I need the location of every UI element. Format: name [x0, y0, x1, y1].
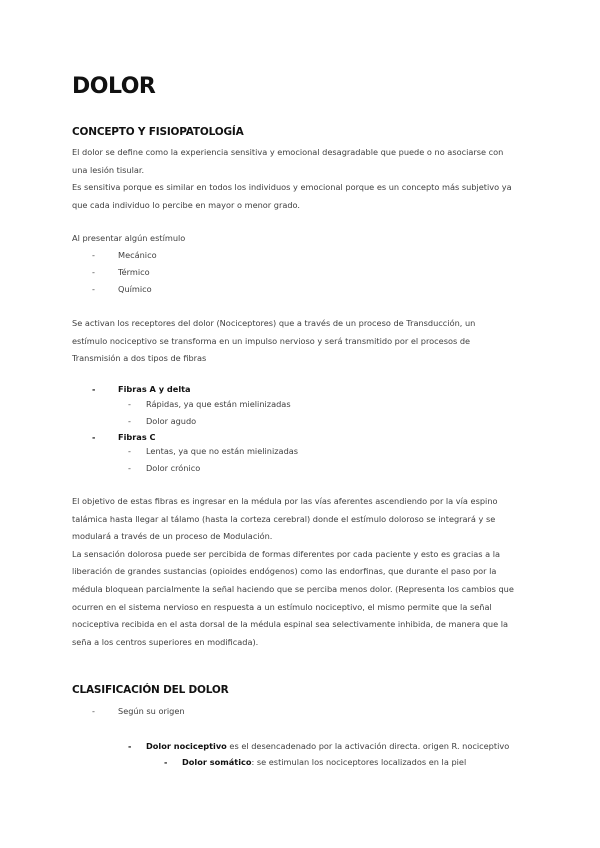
stimulus-intro: Al presentar algún estímulo — [72, 233, 186, 243]
list-item-text: Químico — [118, 284, 152, 294]
list-item-text: Térmico — [118, 267, 150, 277]
list-item: - Térmico — [92, 267, 150, 277]
objective-paragraph — [72, 493, 530, 651]
list-item: - Químico — [92, 284, 152, 294]
fiber-item: - Fibras A y delta — [92, 384, 191, 394]
text-line: Transmisión a dos tipos de fibras — [72, 353, 207, 364]
text-line: una lesión tisular. — [72, 164, 145, 175]
text-line: talámica hasta llegar al tálamo (hasta la corteza cerebral) donde el estímulo doloroso se integrará y se — [72, 513, 496, 524]
text-line: El objetivo de estas fibras es ingresar en la médula por las vías aferentes ascendiendo por la vía espino — [72, 496, 498, 506]
list-item: - Según su origen — [92, 706, 185, 716]
text-line: liberación de grandes sustancias (opioides endógenos) como las endorfinas, que durante el paso por la — [72, 566, 497, 577]
list-item: - Dolor crónico — [128, 463, 201, 473]
nociceptive-term: Dolor nociceptivo — [146, 741, 227, 751]
text-line: nociceptiva recibida en el asta dorsal de la médula espinal sea selectivamente inhibida, de manera que la — [72, 619, 509, 630]
fiber-name: Fibras A y delta — [118, 384, 191, 394]
section-heading-concepto: CONCEPTO Y FISIOPATOLOGÍA — [72, 126, 244, 138]
text-line: ocurren en el sistema nervioso en respuesta a un estímulo nociceptivo, el mismo permite que la señal — [72, 601, 492, 612]
list-item: - Rápidas, ya que están mielinizadas — [128, 399, 291, 409]
list-item: - Dolor somático: se estimulan los nociceptores localizados en la piel — [164, 757, 467, 767]
intro-paragraph — [72, 144, 530, 214]
list-item-text: Dolor crónico — [146, 463, 201, 473]
section-heading-clasificacion: CLASIFICACIÓN DEL DOLOR — [72, 684, 229, 696]
list-item-text: Lentas, ya que no están mielinizadas — [146, 446, 299, 456]
text-line: La sensación dolorosa puede ser percibida de formas diferentes por cada paciente y esto es gracias a la — [72, 548, 501, 559]
list-item: - Lentas, ya que no están mielinizadas — [128, 446, 299, 456]
nociceptive-text: es el desencadenado por la activación directa. origen R. nociceptivo — [226, 741, 510, 751]
somatic-term: Dolor somático — [182, 757, 252, 767]
text-line: Es sensitiva porque es similar en todos los individuos y emocional porque es un concepto más subjetivo ya — [72, 182, 512, 193]
list-item: - Mecánico — [92, 250, 157, 260]
somatic-text: : se estimulan los nociceptores localizados en la piel — [251, 757, 467, 767]
fiber-name: Fibras C — [118, 432, 156, 442]
page-title: DOLOR — [72, 74, 156, 99]
list-item-text: Dolor agudo — [146, 416, 197, 426]
text-line: que cada individuo lo percibe en mayor o menor grado. — [72, 199, 301, 210]
list-item: - Dolor agudo — [128, 416, 197, 426]
text-line: médula bloquean parcialmente la señal haciendo que se perciba menos dolor. (Representa los cambios que — [72, 583, 514, 594]
list-item: - Dolor nociceptivo es el desencadenado por la activación directa. origen R. nociceptivo — [128, 741, 510, 751]
text-line: Se activan los receptores del dolor (Nociceptores) que a través de un proceso de Transducción, un — [72, 318, 476, 328]
fiber-item: - Fibras C — [92, 432, 156, 442]
text-line: modulará a través de un proceso de Modulación. — [72, 531, 273, 542]
text-line: seña a los centros superiores en modificada). — [72, 636, 259, 647]
receptors-paragraph — [72, 315, 530, 368]
list-item-text: Mecánico — [118, 250, 157, 260]
text-line: El dolor se define como la experiencia sensitiva y emocional desagradable que puede o no asociarse con — [72, 147, 504, 157]
list-item-text: Rápidas, ya que están mielinizadas — [146, 399, 291, 409]
origin-label: Según su origen — [118, 706, 185, 716]
text-line: estímulo nociceptivo se transforma en un impulso nervioso y será transmitido por el procesos de — [72, 335, 471, 346]
